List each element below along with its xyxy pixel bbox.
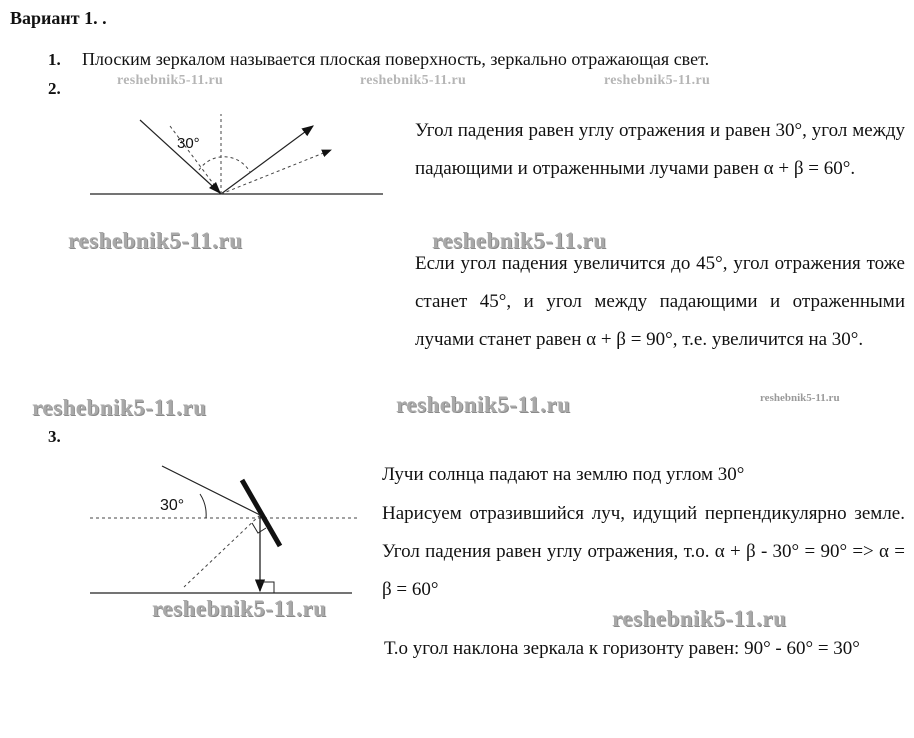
watermark: reshebnik5-11.ru [152,596,327,621]
angle-arc [200,494,206,518]
right-angle-mark-ground [260,582,274,593]
watermark: reshebnik5-11.ru [612,606,787,631]
item-3-paragraph-3: Т.о угол наклона зеркала к горизонту равен: 90° - 60° = 30° [384,638,860,659]
item-1-text: Плоским зеркалом называется плоская поверхность, зеркально отражающая свет. [82,49,710,69]
incident-ray [140,120,221,194]
item-3-paragraph-2: Нарисуем отразившийся луч, идущий перпендикулярно земле. Угол падения равен углу отражения, т.о. α + β - 30° = 90° => α = β = 60° [382,503,905,600]
angle-label: 30° [177,135,200,152]
watermark: reshebnik5-11.ru [32,395,207,420]
mirror [242,480,280,546]
watermark: reshebnik5-11.ru [396,392,571,417]
item-number-1: 1. [48,50,61,69]
watermark: reshebnik5-11.ru [68,228,243,253]
mirror-normal-dashed [184,515,260,587]
watermark: reshebnik5-11.ru [360,73,467,88]
item-number-3: 3. [48,427,61,446]
incidence-arrowhead [209,182,221,194]
reflection-figure-3 [80,460,370,600]
item-3-paragraph-1: Лучи солнца падают на землю под углом 30° [382,464,745,485]
page-title: Вариант 1. . [10,8,107,28]
watermark: reshebnik5-11.ru [432,228,607,253]
reflected-ray [221,126,313,194]
watermark: reshebnik5-11.ru [760,392,840,404]
angle-arc [199,157,250,172]
angle-label: 30° [160,497,185,514]
watermark: reshebnik5-11.ru [604,73,711,88]
item-number-2: 2. [48,79,61,98]
reflected-ray-dashed [221,150,331,194]
item-2-paragraph-2: Если угол падения увеличится до 45°, угол отражения тоже станет 45°, и угол между падающими и отраженными лучами станет равен α + β = 90°, т.е. увеличится на 30°. [415,253,905,350]
reflection-figure-2 [85,108,395,203]
right-angle-mark-mirror [252,523,266,533]
watermark: reshebnik5-11.ru [117,73,224,88]
item-2-paragraph-1: Угол падения равен углу отражения и равен 30°, угол между падающими и отраженными лучами равен α + β = 60°. [415,120,905,179]
